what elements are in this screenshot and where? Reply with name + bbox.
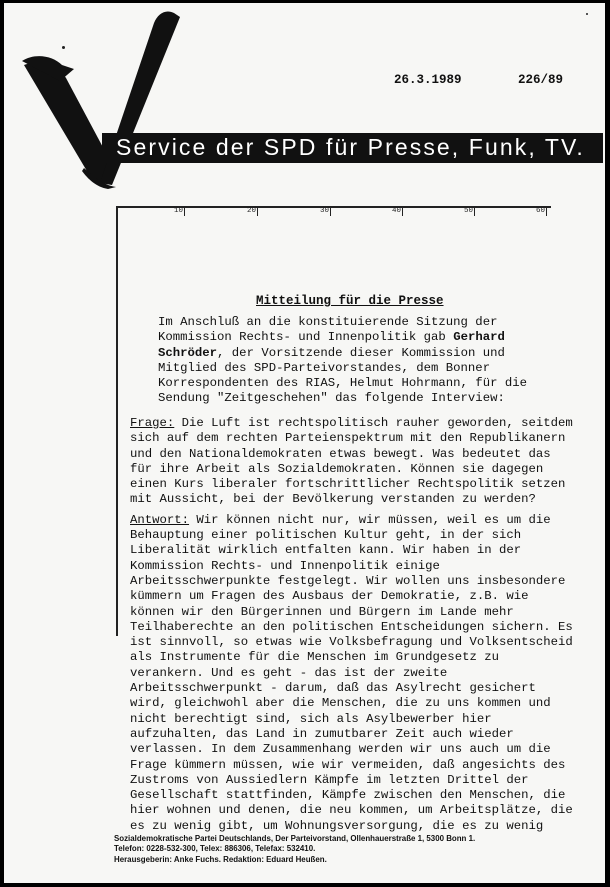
- date-line: [394, 73, 594, 87]
- question-line: und den Nationaldemokraten etwas bewegt. Was bedeutet das: [130, 446, 551, 461]
- intro-text: Kommission Rechts- und Innenpolitik gab: [158, 330, 454, 345]
- footer-address: Sozialdemokratische Partei Deutschlands, Der Parteivorstand, Ollenhauerstraße 1, 5300 Bonn 1.: [114, 833, 476, 843]
- answer-line: Arbeitsschwerpunkte festgelegt. Wir wollen uns insbesondere: [130, 573, 566, 588]
- question-line: mit Aussicht, bei der Bevölkerung verstanden zu werden?: [130, 492, 536, 507]
- footer-editor: Herausgeberin: Anke Fuchs. Redaktion: Eduard Heußen.: [114, 853, 327, 864]
- ruler-tick: 40: [392, 207, 402, 215]
- question-label: Frage:: [130, 416, 175, 430]
- answer-line: Frage kümmern müssen, wie wir vermeiden, daß angesichts des: [130, 757, 566, 772]
- intro-paragraph: [158, 315, 558, 407]
- document-page: [4, 3, 605, 883]
- release-number: 226/89: [518, 73, 564, 87]
- answer-line: kümmern um Fragen des Ausbaus der Demokratie, z.B. wie: [130, 589, 529, 604]
- question-line: für ihre Arbeit als Sozialdemokraten. Können sie dagegen: [130, 461, 544, 476]
- ruler-tick: 30: [320, 207, 330, 215]
- intro-line: Sendung "Zeitgeschehen" das folgende Interview:: [158, 391, 505, 406]
- scan-speck: [586, 13, 588, 15]
- ruler-tick: 20: [247, 207, 257, 215]
- answer-line: verankern. Und es geht - das ist der zweite: [130, 665, 448, 680]
- name-gerhard: Gerhard: [453, 330, 505, 345]
- answer-line: es zu wenig gibt, um Wohnungsversorgung, die es zu wenig: [130, 818, 544, 833]
- ruler-tick: 60: [536, 207, 546, 215]
- answer-line: Kommission Rechts- und Innenpolitik einige: [130, 558, 440, 573]
- answer-line: Liberalität wirklich entfalten kann. Wir haben in der: [130, 543, 522, 558]
- answer-line: Behauptung einer politischen Kultur geht, in der sich: [130, 528, 522, 543]
- ruler-tick: 50: [464, 207, 474, 215]
- answer-line: Zustroms von Aussiedlern Kämpfe im letzten Drittel der: [130, 772, 529, 787]
- footer-contact: Telefon: 0228-532-300, Telex: 886306, Telefax: 532410.: [114, 843, 316, 854]
- ruler-tick: 10: [174, 207, 184, 215]
- question-line: einen Kurs liberaler fortschrittlicher Rechtspolitik setzen: [130, 477, 566, 492]
- answer-line: ist sinnvoll, so etwas wie Volksbefragung und Volksentscheid: [130, 635, 573, 650]
- intro-line: Korrespondenten des RIAS, Helmut Hohrmann, für die: [158, 376, 527, 391]
- question-paragraph: [130, 416, 590, 508]
- answer-line: Arbeitsschwerpunkt - darum, daß das Asylrecht gesichert: [130, 681, 536, 696]
- answer-label: Antwort:: [130, 512, 190, 527]
- intro-line: [158, 346, 558, 361]
- answer-line: wird, gleichwohl aber die Menschen, die zu uns kommen und: [130, 696, 551, 711]
- answer-text: Wir können nicht nur, wir müssen, weil es um die: [189, 512, 551, 527]
- answer-line: [130, 513, 590, 528]
- answer-line: Teilhaberechte an den politischen Entscheidungen sichern. Es: [130, 619, 573, 634]
- banner-text: Service der SPD für Presse, Funk, TV.: [116, 134, 585, 160]
- answer-line: als Instrumente für die Menschen im Grundgesetz zu: [130, 650, 499, 665]
- v-logo: [4, 3, 214, 193]
- scan-speck: [62, 46, 65, 49]
- service-banner: [102, 133, 603, 163]
- answer-line: aufzuhalten, das Land in zumutbarer Zeit auch wieder: [130, 726, 514, 741]
- document-heading: Mitteilung für die Presse: [256, 294, 444, 308]
- footer-imprint: [114, 833, 537, 864]
- interview-body: [130, 416, 590, 839]
- answer-line: können wir den Bürgerinnen und Bürgern im Lande mehr: [130, 604, 514, 619]
- intro-line: [158, 330, 558, 345]
- name-schroeder: Schröder: [158, 345, 218, 360]
- question-text: Die Luft ist rechtspolitisch rauher geworden, seitdem: [174, 416, 573, 430]
- intro-line: Mitglied des SPD-Parteivorstandes, dem Bonner: [158, 360, 491, 375]
- question-line: sich auf dem rechten Parteienspektrum mit den Republikanern: [130, 431, 566, 446]
- typewriter-ruler: [116, 206, 551, 224]
- question-line: [130, 416, 590, 431]
- answer-line: verlassen. In dem Zusammenhang werden wir uns auch um die: [130, 742, 551, 757]
- answer-line: hier wohnen und denen, die neu kommen, um Arbeitsplätze, die: [130, 803, 573, 818]
- intro-line: Im Anschluß an die konstituierende Sitzung der: [158, 315, 498, 329]
- answer-paragraph: [130, 513, 590, 834]
- answer-line: nicht berechtigt sind, sich als Asylbewerber hier: [130, 711, 492, 726]
- date: 26.3.1989: [394, 73, 462, 87]
- margin-line: [116, 206, 118, 636]
- answer-line: Gesellschaft stattfinden, Kämpfe zwischen den Menschen, die: [130, 788, 566, 803]
- intro-text: , der Vorsitzende dieser Kommission und: [217, 345, 505, 360]
